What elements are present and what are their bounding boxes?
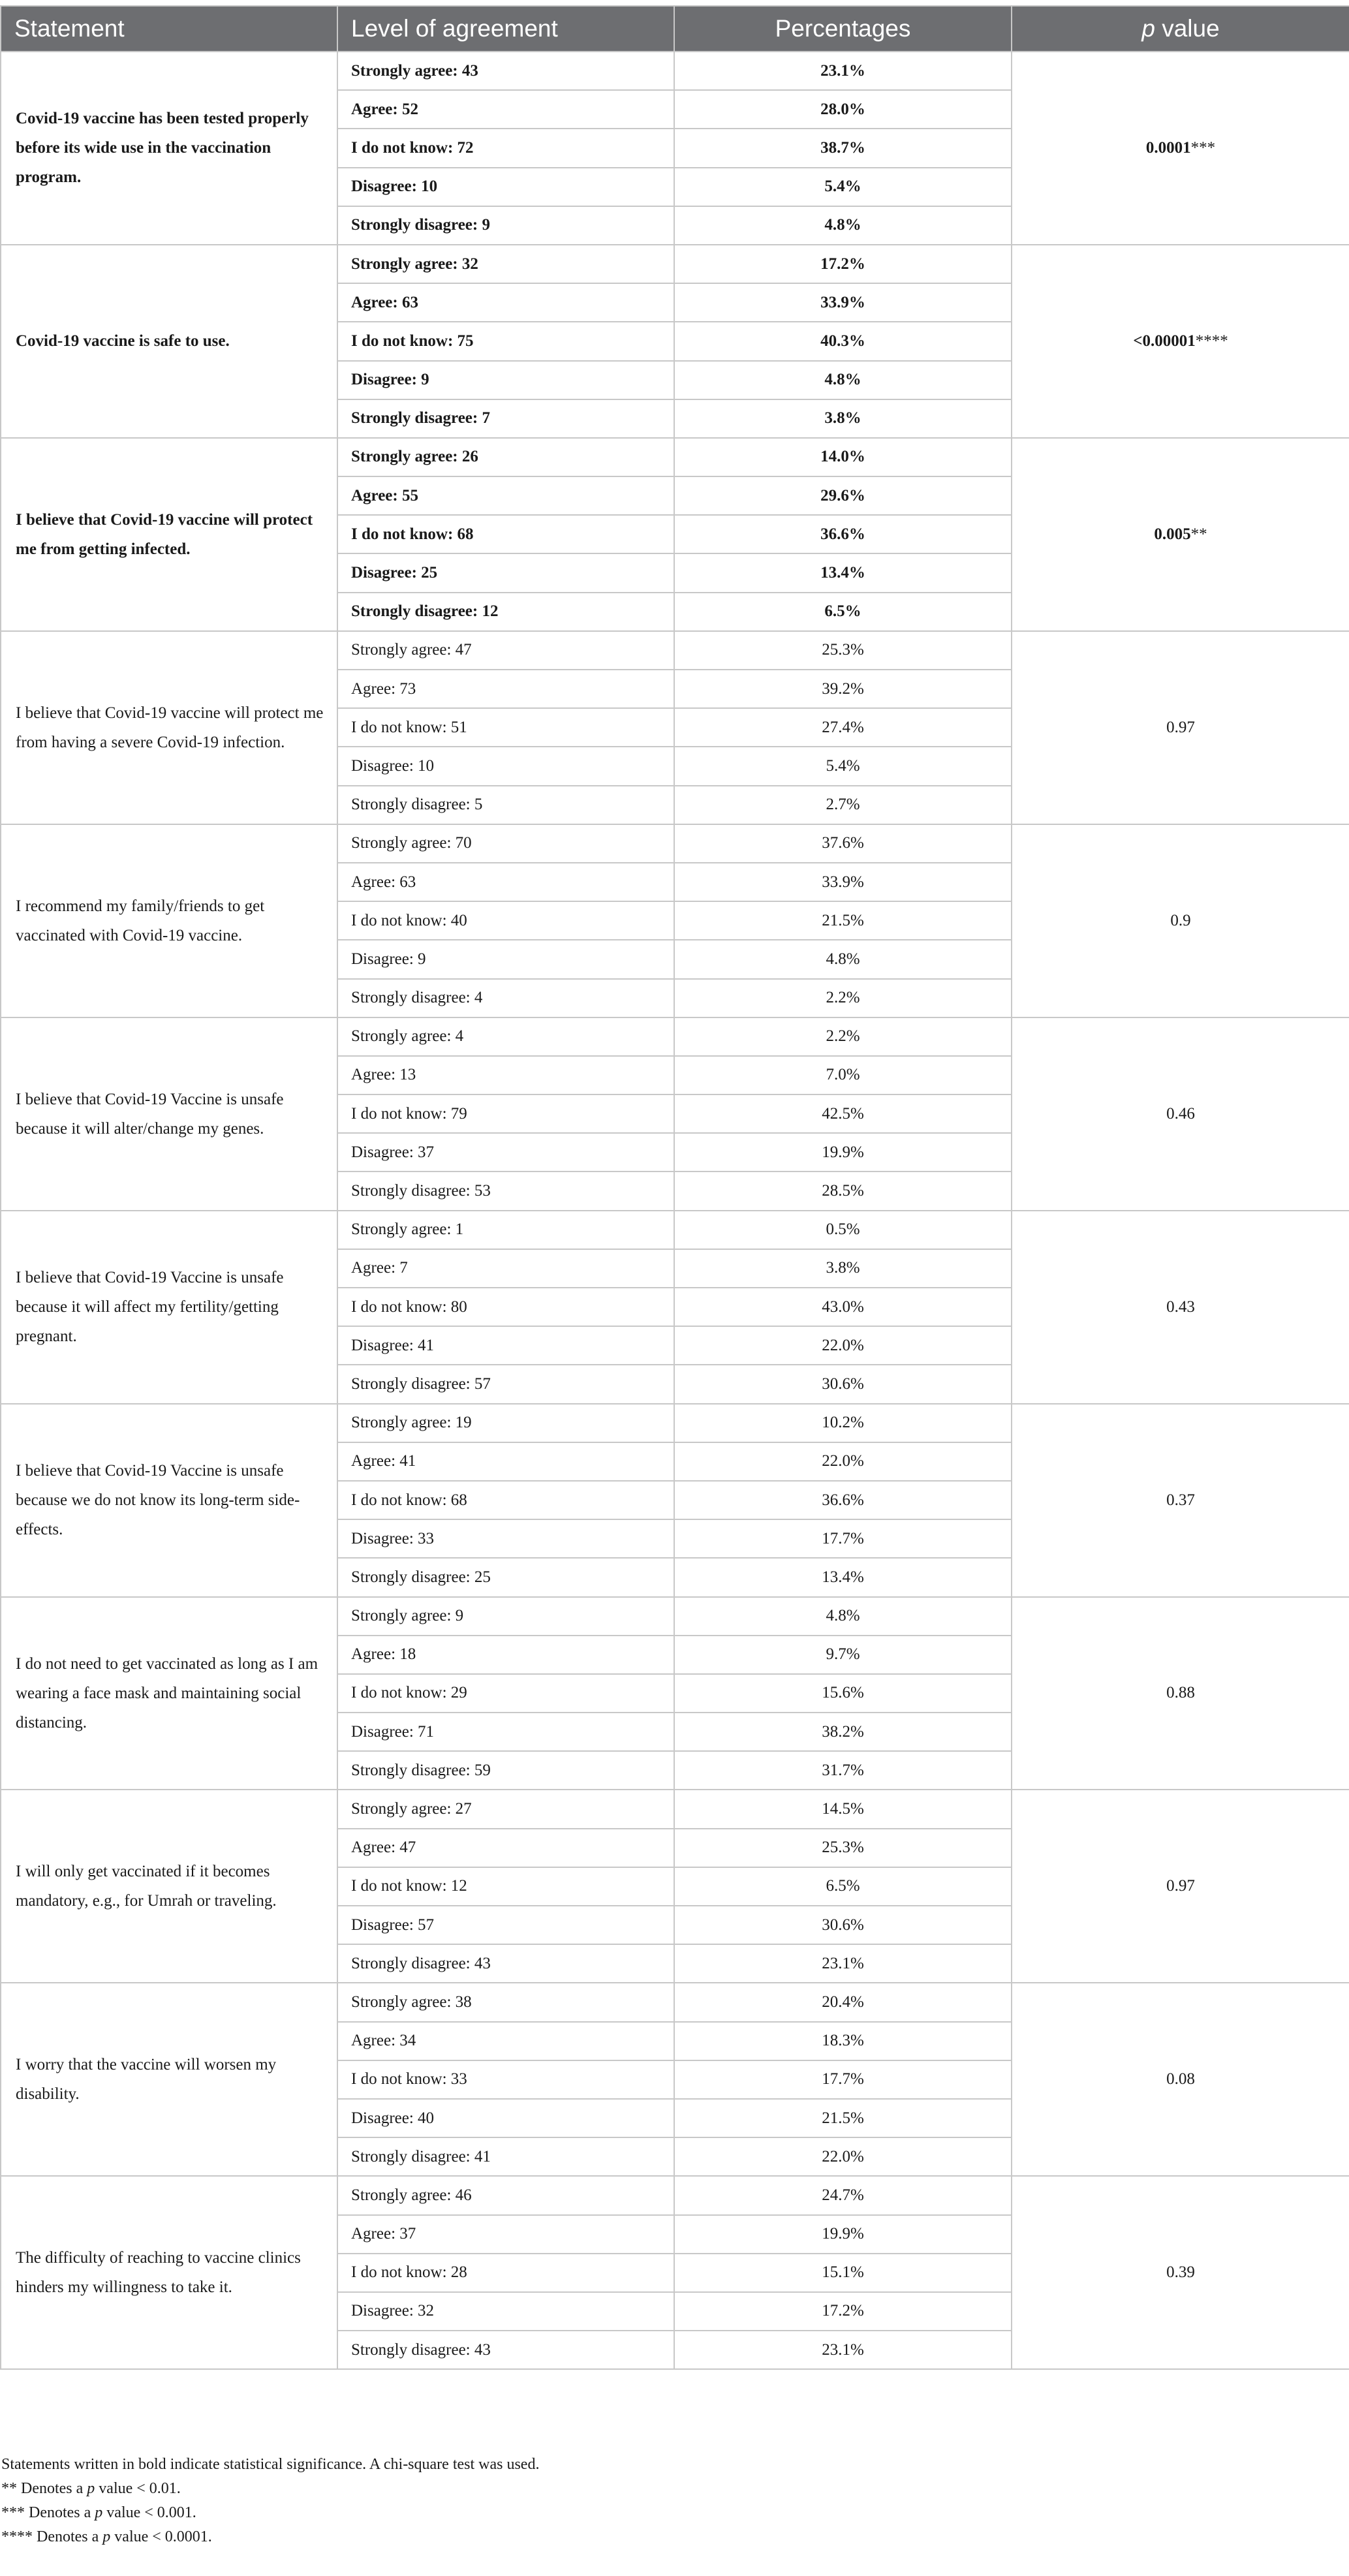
percentage-cell: 20.4% [674,1983,1012,2021]
percentage-cell: 24.7% [674,2176,1012,2214]
level-cell: Disagree: 57 [337,1906,674,1944]
percentage-cell: 28.0% [674,90,1012,129]
footnote-quad-star-marker: **** [1,2528,33,2545]
percentage-cell: 6.5% [674,593,1012,631]
percentage-cell: 23.1% [674,2331,1012,2369]
percentage-cell: 42.5% [674,1094,1012,1133]
footnote-double-star [0,2477,1349,2501]
p-value-cell [1012,2176,1349,2369]
level-cell: Strongly agree: 19 [337,1404,674,1442]
level-cell: I do not know: 12 [337,1867,674,1906]
level-cell: I do not know: 51 [337,708,674,747]
footnote-double-star-pre: Denotes a [17,2480,87,2497]
level-cell: Strongly agree: 1 [337,1211,674,1249]
percentage-cell: 37.6% [674,824,1012,863]
p-value-number: 0.88 [1166,1684,1195,1702]
percentage-cell: 2.2% [674,979,1012,1017]
level-cell: I do not know: 72 [337,129,674,167]
p-value-number: <0.00001 [1133,332,1196,350]
level-cell: Agree: 52 [337,90,674,129]
footnote-note: Statements written in bold indicate statistical significance. A chi-square test was used. [1,2456,540,2473]
footnote-double-star-p: p [87,2480,95,2497]
statement-cell: I will only get vaccinated if it becomes mandatory, e.g., for Umrah or traveling. [1,1790,337,1983]
footnote-triple-star-marker: *** [1,2504,25,2521]
p-value-number: 0.39 [1166,2263,1195,2282]
level-cell: Strongly agree: 47 [337,631,674,670]
level-cell: I do not know: 80 [337,1288,674,1326]
percentage-cell: 21.5% [674,2099,1012,2137]
level-cell: Strongly disagree: 53 [337,1172,674,1210]
level-cell: Strongly disagree: 57 [337,1365,674,1403]
percentage-cell: 39.2% [674,670,1012,708]
level-cell: Strongly disagree: 43 [337,2331,674,2369]
percentage-cell: 27.4% [674,708,1012,747]
percentage-cell: 13.4% [674,1558,1012,1596]
level-cell: Strongly agree: 26 [337,438,674,476]
percentage-cell: 21.5% [674,901,1012,940]
level-cell: Disagree: 32 [337,2292,674,2331]
footnote-triple-star [0,2501,1349,2525]
level-cell: Agree: 13 [337,1056,674,1094]
p-value-cell [1012,1017,1349,1211]
footnote-quad-star [0,2525,1349,2549]
percentage-cell: 17.7% [674,1519,1012,1558]
statement-cell: I believe that Covid-19 Vaccine is unsafe because it will alter/change my genes. [1,1017,337,1211]
percentage-cell: 4.8% [674,206,1012,245]
level-cell: Disagree: 9 [337,940,674,978]
percentage-cell: 3.8% [674,1249,1012,1288]
table-row [1,438,1349,476]
percentage-cell: 22.0% [674,1326,1012,1365]
level-cell: Strongly agree: 4 [337,1017,674,1056]
percentage-cell: 19.9% [674,2215,1012,2254]
level-cell: Strongly disagree: 7 [337,399,674,438]
header-level-of-agreement: Level of agreement [337,6,674,52]
percentage-cell: 0.5% [674,1211,1012,1249]
level-cell: Disagree: 10 [337,168,674,206]
header-p-value [1012,6,1349,52]
percentage-cell: 17.2% [674,245,1012,283]
header-percentages: Percentages [674,6,1012,52]
percentage-cell: 15.1% [674,2254,1012,2292]
level-cell: Strongly agree: 27 [337,1790,674,1828]
percentage-cell: 2.7% [674,786,1012,824]
percentage-cell: 5.4% [674,168,1012,206]
table-body [1,52,1349,2369]
level-cell: Strongly agree: 38 [337,1983,674,2021]
level-cell: I do not know: 28 [337,2254,674,2292]
percentage-cell: 38.7% [674,129,1012,167]
percentage-cell: 19.9% [674,1133,1012,1172]
table-row [1,631,1349,670]
p-value-cell [1012,245,1349,438]
level-cell: Strongly agree: 46 [337,2176,674,2214]
level-cell: Agree: 41 [337,1442,674,1481]
p-value-cell [1012,824,1349,1017]
p-value-significance-stars: ** [1190,525,1207,543]
level-cell: Agree: 63 [337,863,674,901]
level-cell: Agree: 34 [337,2022,674,2060]
level-cell: Disagree: 71 [337,1713,674,1751]
statement-cell: Covid-19 vaccine has been tested properly before its wide use in the vaccination program. [1,52,337,245]
percentage-cell: 29.6% [674,476,1012,515]
level-cell: Strongly disagree: 12 [337,593,674,631]
percentage-cell: 14.5% [674,1790,1012,1828]
level-cell: Strongly disagree: 43 [337,1944,674,1983]
percentage-cell: 40.3% [674,322,1012,360]
percentage-cell: 36.6% [674,515,1012,553]
p-value-cell [1012,1790,1349,1983]
statement-cell: I believe that Covid-19 vaccine will protect me from getting infected. [1,438,337,631]
level-cell: Agree: 47 [337,1829,674,1867]
percentage-cell: 23.1% [674,52,1012,90]
header-p-letter: p [1141,15,1155,42]
percentage-cell: 5.4% [674,747,1012,785]
level-cell: Strongly agree: 32 [337,245,674,283]
level-cell: Disagree: 40 [337,2099,674,2137]
percentage-cell: 17.2% [674,2292,1012,2331]
level-cell: Disagree: 41 [337,1326,674,1365]
statement-cell: I recommend my family/friends to get vaccinated with Covid-19 vaccine. [1,824,337,1017]
footnote-double-star-marker: ** [1,2480,17,2497]
level-cell: Disagree: 9 [337,361,674,399]
percentage-cell: 25.3% [674,1829,1012,1867]
footnote-quad-star-p: p [102,2528,111,2545]
percentage-cell: 28.5% [674,1172,1012,1210]
percentage-cell: 33.9% [674,283,1012,322]
p-value-number: 0.08 [1166,2070,1195,2088]
percentage-cell: 25.3% [674,631,1012,670]
header-statement: Statement [1,6,337,52]
level-cell: Agree: 73 [337,670,674,708]
p-value-cell [1012,1211,1349,1404]
level-cell: I do not know: 68 [337,515,674,553]
level-cell: I do not know: 68 [337,1481,674,1519]
percentage-cell: 14.0% [674,438,1012,476]
level-cell: Agree: 18 [337,1636,674,1674]
level-cell: I do not know: 29 [337,1674,674,1713]
footnote-quad-star-pre: Denotes a [33,2528,103,2545]
p-value-cell [1012,52,1349,245]
p-value-cell [1012,631,1349,824]
level-cell: Agree: 37 [337,2215,674,2254]
p-value-cell [1012,438,1349,631]
header-p-suffix: value [1155,15,1220,42]
level-cell: Agree: 55 [337,476,674,515]
level-cell: Strongly disagree: 5 [337,786,674,824]
percentage-cell: 15.6% [674,1674,1012,1713]
percentage-cell: 13.4% [674,553,1012,592]
footnote-triple-star-post: value < 0.001. [102,2504,196,2521]
agreement-table [0,5,1349,2370]
p-value-number: 0.0001 [1145,138,1191,157]
statement-cell: I worry that the vaccine will worsen my disability. [1,1983,337,2176]
level-cell: Strongly disagree: 41 [337,2137,674,2176]
footnote-double-star-post: value < 0.01. [95,2480,181,2497]
statement-cell: Covid-19 vaccine is safe to use. [1,245,337,438]
table-row [1,1404,1349,1442]
level-cell: Disagree: 10 [337,747,674,785]
level-cell: Strongly disagree: 4 [337,979,674,1017]
statement-cell: I believe that Covid-19 Vaccine is unsafe because we do not know its long-term side-effects. [1,1404,337,1597]
percentage-cell: 31.7% [674,1751,1012,1790]
percentage-cell: 38.2% [674,1713,1012,1751]
level-cell: Strongly disagree: 25 [337,1558,674,1596]
percentage-cell: 22.0% [674,2137,1012,2176]
table-row [1,2176,1349,2214]
p-value-number: 0.46 [1166,1104,1195,1123]
percentage-cell: 23.1% [674,1944,1012,1983]
level-cell: Strongly agree: 70 [337,824,674,863]
statement-cell: The difficulty of reaching to vaccine clinics hinders my willingness to take it. [1,2176,337,2369]
percentage-cell: 17.7% [674,2060,1012,2099]
table-row [1,1983,1349,2021]
p-value-cell [1012,1404,1349,1597]
p-value-number: 0.37 [1166,1491,1195,1509]
p-value-number: 0.9 [1170,911,1191,929]
table-row [1,824,1349,863]
level-cell: I do not know: 40 [337,901,674,940]
level-cell: Strongly agree: 43 [337,52,674,90]
percentage-cell: 9.7% [674,1636,1012,1674]
percentage-cell: 7.0% [674,1056,1012,1094]
table-row [1,245,1349,283]
percentage-cell: 30.6% [674,1906,1012,1944]
level-cell: Disagree: 33 [337,1519,674,1558]
table-row [1,1017,1349,1056]
percentage-cell: 36.6% [674,1481,1012,1519]
level-cell: Strongly agree: 9 [337,1597,674,1636]
table-header-row [1,6,1349,52]
p-value-cell [1012,1597,1349,1790]
p-value-significance-stars: **** [1195,332,1228,350]
level-cell: I do not know: 75 [337,322,674,360]
level-cell: Strongly disagree: 9 [337,206,674,245]
footnote-triple-star-p: p [95,2504,103,2521]
percentage-cell: 10.2% [674,1404,1012,1442]
percentage-cell: 22.0% [674,1442,1012,1481]
level-cell: Disagree: 25 [337,553,674,592]
level-cell: Strongly disagree: 59 [337,1751,674,1790]
percentage-cell: 4.8% [674,940,1012,978]
p-value-number: 0.97 [1166,718,1195,736]
statement-cell: I believe that Covid-19 vaccine will protect me from having a severe Covid-19 infection. [1,631,337,824]
percentage-cell: 3.8% [674,399,1012,438]
level-cell: I do not know: 33 [337,2060,674,2099]
percentage-cell: 4.8% [674,1597,1012,1636]
table-row [1,1597,1349,1636]
footnote-quad-star-post: value < 0.0001. [110,2528,212,2545]
level-cell: Disagree: 37 [337,1133,674,1172]
p-value-significance-stars: *** [1190,138,1216,157]
table-row [1,1211,1349,1249]
percentage-cell: 43.0% [674,1288,1012,1326]
statement-cell: I believe that Covid-19 Vaccine is unsafe because it will affect my fertility/getting pregnant. [1,1211,337,1404]
percentage-cell: 30.6% [674,1365,1012,1403]
percentage-cell: 18.3% [674,2022,1012,2060]
table-row [1,52,1349,90]
table-row [1,1790,1349,1828]
percentage-cell: 4.8% [674,361,1012,399]
p-value-number: 0.97 [1166,1877,1195,1895]
p-value-cell [1012,1983,1349,2176]
p-value-number: 0.43 [1166,1297,1195,1316]
footnote-triple-star-pre: Denotes a [25,2504,95,2521]
percentage-cell: 33.9% [674,863,1012,901]
p-value-number: 0.005 [1154,525,1191,543]
statement-cell: I do not need to get vaccinated as long as I am wearing a face mask and maintaining social distancing. [1,1597,337,1790]
percentage-cell: 6.5% [674,1867,1012,1906]
level-cell: Agree: 7 [337,1249,674,1288]
level-cell: Agree: 63 [337,283,674,322]
level-cell: I do not know: 79 [337,1094,674,1133]
table-footnotes [0,2453,1349,2549]
percentage-cell: 2.2% [674,1017,1012,1056]
